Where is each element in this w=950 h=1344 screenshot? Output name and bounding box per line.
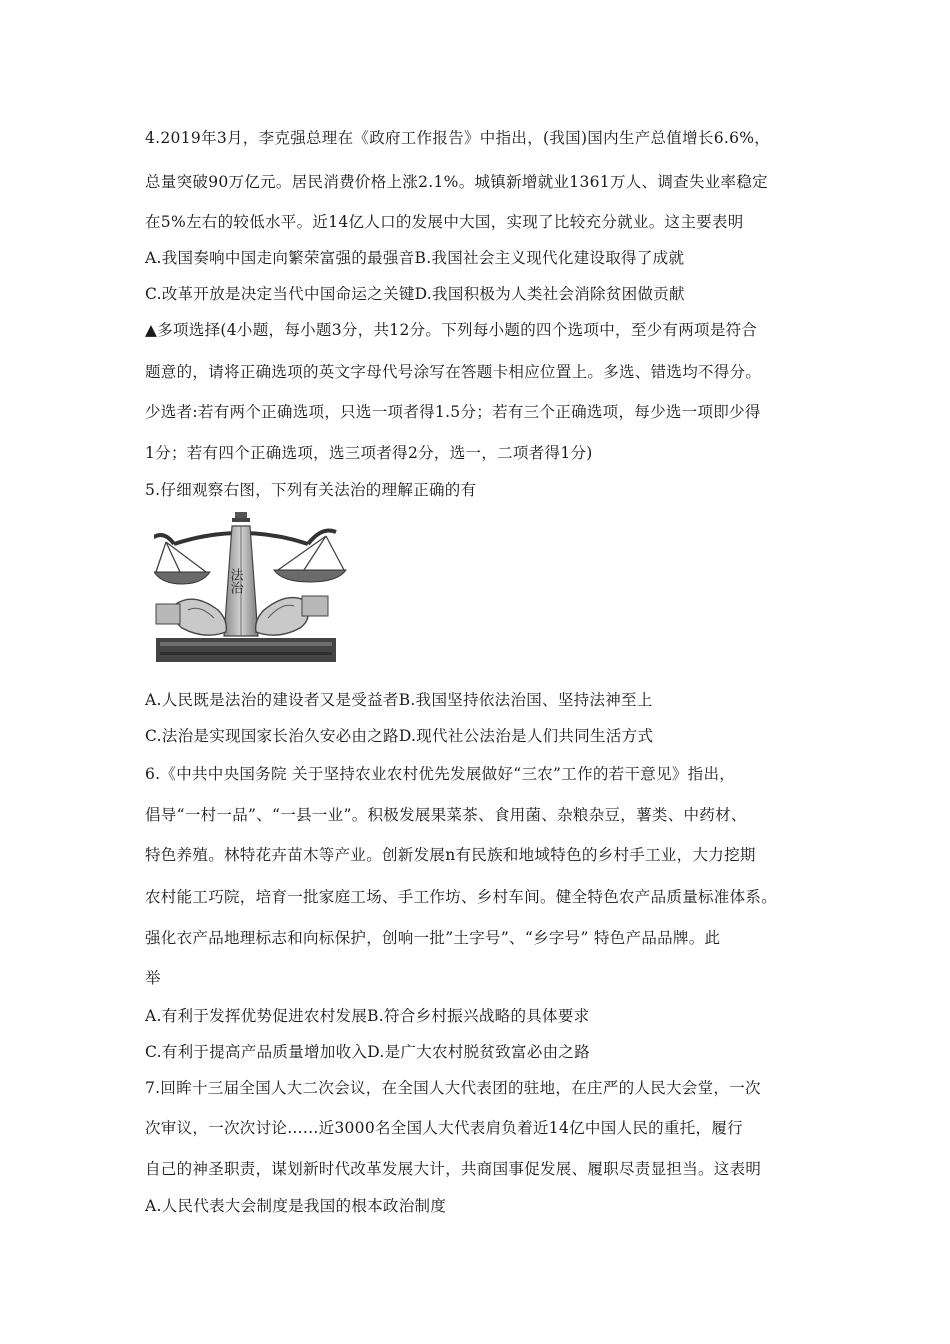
section-instructions-line-4: 1分；若有四个正确选项，选三项者得2分，选一，二项者得1分) [145, 444, 593, 462]
q4-option-cd: C.改革开放是决定当代中国命运之关键D.我国积极为人类社会消除贫困做贡献 [145, 285, 685, 303]
q6-stem-line-1: 6.《中共中央国务院 关于坚持农业农村优先发展做好“三农”工作的若干意见》指出， [145, 765, 736, 783]
q7-option-a: A.人民代表大会制度是我国的根本政治制度 [145, 1197, 447, 1215]
q7-stem-line-3: 自己的神圣职责，谋划新时代改革发展大计，共商国事促发展、履职尽责显担当。这表明 [145, 1160, 762, 1178]
q4-stem-line-3: 在5%左右的较低水平。近14亿人口的发展中大国，实现了比较充分就业。这主要表明 [145, 213, 744, 231]
q7-stem-line-2: 次审议，一次次讨论......近3000名全国人大代表肩负着近14亿中国人民的重托，履行 [145, 1119, 743, 1137]
q6-stem-line-4: 农村能工巧院，培育一批家庭工场、手工作坊、乡村车间。健全特色农产品质量标准体系。 [145, 888, 778, 906]
pillar-label: 法治 [228, 568, 244, 594]
q4-stem-line-2: 总量突破90万亿元。居民消费价格上涨2.1%。城镇新增就业1361万人、调查失业率稳定 [145, 173, 768, 191]
q6-stem-line-6: 举 [145, 969, 161, 987]
q7-stem-line-1: 7.回眸十三届全国人大二次会议，在全国人大代表团的驻地，在庄严的人民大会堂，一次 [145, 1079, 761, 1097]
q4-option-ab: A.我国奏响中国走向繁荣富强的最强音B.我国社会主义现代化建设取得了成就 [145, 249, 685, 267]
q6-option-ab: A.有利于发挥优势促进农村发展B.符合乡村振兴战略的具体要求 [145, 1007, 590, 1025]
section-instructions-line-3: 少选者:若有两个正确选项，只选一项者得1.5分；若有三个正确选项，每少选一项即少得 [145, 403, 761, 421]
q6-stem-line-5: 强化衣产品地理标志和向标保护，创响一批”土字号”、“乡字号” 特色产品品牌。此 [145, 929, 721, 947]
q5-option-ab: A.人民既是法治的建设者又是受益者B.我国坚持依法治国、坚持法神至上 [145, 691, 653, 709]
section-instructions-line-1: ▲多项选择(4小题，每小题3分，共12分。下列每小题的四个选项中，至少有两项是符合 [145, 321, 758, 339]
q6-option-cd: C.有利于提高产品质量增加收入D.是广大农村脱贫致富必由之路 [145, 1043, 591, 1061]
scale-of-justice-figure [154, 508, 368, 668]
q4-stem-line-1: 4.2019年3月，李克强总理在《政府工作报告》中指出，(我国)国内生产总值增长6.6%， [145, 129, 771, 147]
section-instructions-line-2: 题意的，请将正确选项的英文字母代号涂写在答题卡相应位置上。多选、错选均不得分。 [145, 363, 762, 381]
q6-stem-line-2: 倡导“一村一品”、“一县一业”。积极发展果菜茶、食用菌、杂粮杂豆，薯类、中药材、 [145, 806, 747, 824]
q5-stem: 5.仔细观察右图，下列有关法治的理解正确的有 [145, 481, 477, 499]
q6-stem-line-3: 特色养殖。林特花卉苗木等产业。创新发展n有民族和地域特色的乡村手工业，大力挖期 [145, 846, 756, 864]
q5-option-cd: C.法治是实现国家长治久安必由之路D.现代社公法治是人们共同生活方式 [145, 727, 654, 745]
